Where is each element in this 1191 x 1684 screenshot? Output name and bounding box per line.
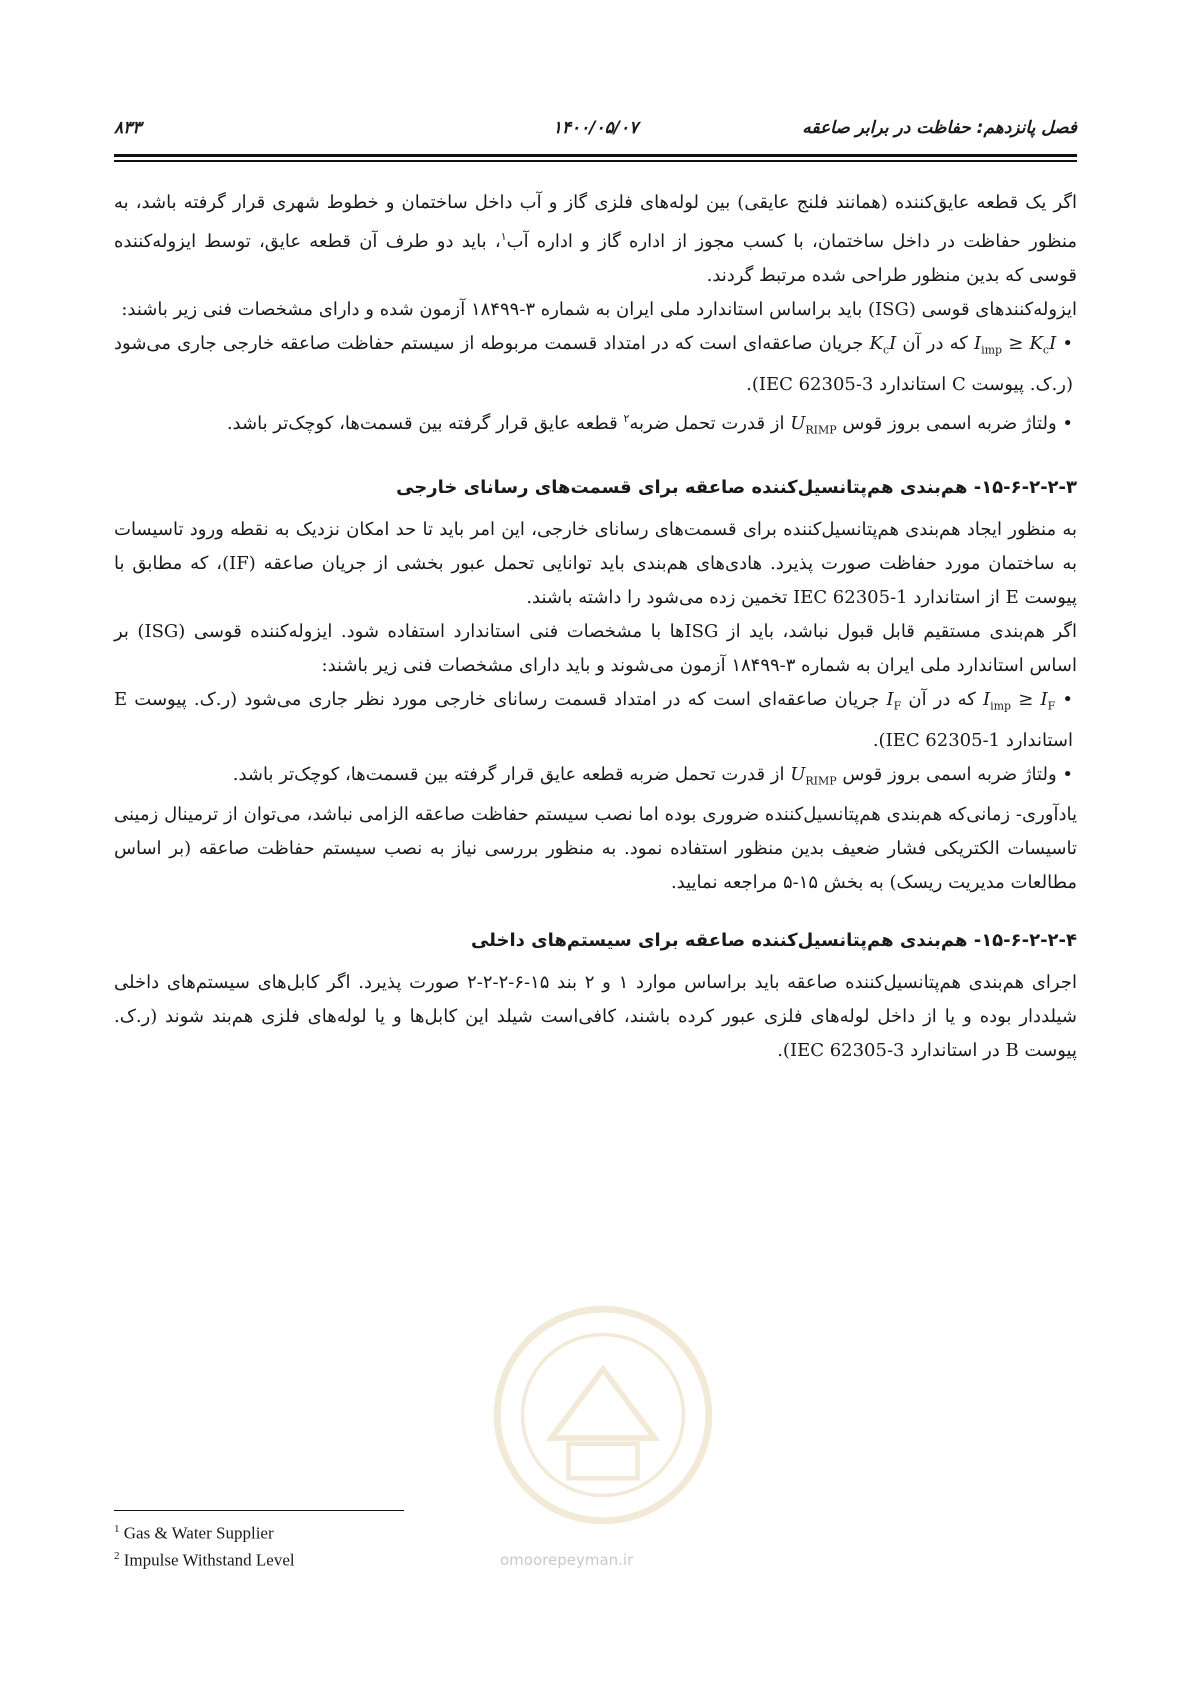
header-date: ۱۴۰۰/۰۵/۰۷ [552,118,639,138]
paragraph-2: ایزوله‌کنندهای قوسی (ISG) باید براساس استاندارد ملی ایران به شماره ۳-۱۸۴۹۹ آزمون شده و دارای مشخصات فنی زیر باشند: [121,299,1077,320]
seal-logo-icon [488,1300,718,1530]
page-number: ۸۳۳ [114,118,142,138]
footnote-ref-1: ۱ [500,230,507,243]
paragraph-3: به منظور ایجاد هم‌بندی هم‌پتانسیل‌کننده برای قسمت‌های رسانای خارجی، این امر باید تا حد امکان نزدیک به نقطه ورود تاسیسات به ساختمان مورد حفاظت صورت پذیرد. هادی‌های هم‌بندی باید توانایی تحمل عبور بخشی از جریان صاعقه (IF)، که مطابق با پیوست E از استاندارد IEC 62305-1 تخمین زده می‌شود را داشته باشند. [114,519,1077,609]
footnote-ref-2: ۲ [623,411,630,425]
footnote-text: Impulse Withstand Level [123,1550,295,1570]
footnote-1 [114,1518,295,1545]
footnote-2 [114,1545,295,1572]
paragraph-4: اگر هم‌بندی مستقیم قابل قبول نباشد، باید از ISGها با مشخصات فنی استاندارد استفاده شود. ایزوله‌کننده قوسی (ISG) بر اساس استاندارد ملی ایران به شماره ۳-۱۸۴۹۹ آزمون می‌شوند و باید دارای مشخصات فنی زیر باشند: [114,621,1077,677]
formula-iimp-kci: $I_{imp} \ge K_cI$ [973,333,1057,357]
text-run: که در آن [902,333,968,354]
text-run: جریان صاعقه‌ای است که در امتداد قسمت رسانای خارجی مورد نظر جاری می‌شود (ر.ک. پیوست E استاندارد IEC 62305-1). [114,689,1073,751]
formula-iimp-if: $I_{imp} \ge I_F$ [982,689,1056,713]
paragraph-6: اجرای هم‌بندی هم‌پتانسیل‌کننده صاعقه باید براساس موارد ۱ و ۲ بند ۱۵-۶-۲-۲-۲ صورت پذیرد. اگر کابل‌های سیستم‌های داخلی شیلددار بوده و یا از داخل لوله‌های فلزی عبور کرده باشند، کافی‌است شیلد این کابل‌ها و یا لوله‌های فلزی هم‌بند شوند (ر.ک. پیوست B در استاندارد IEC 62305-3). [114,972,1077,1062]
chapter-title: فصل پانزدهم: حفاظت در برابر صاعقه [802,118,1077,138]
footnote-rule [114,1510,404,1511]
paragraph-1 [114,186,1077,293]
text-run: ولتاژ ضربه اسمی بروز قوس [842,763,1057,785]
bullet-4: • ولتاژ ضربه اسمی بروز قوس $U_{RIMP}$ از قدرت تحمل ضربه قطعه عایق قرار گرفته بین قسمت‌ها، کوچک‌تر باشد. [232,763,1073,788]
symbol-urimp: $U_{RIMP}$ [790,412,837,437]
footnote-text: Gas & Water Supplier [123,1523,274,1543]
text-run: از قدرت تحمل ضربه [629,412,785,434]
bullet-1: • $I_{imp} \ge K_cI$ که در آن $K_cI$ جریان صاعقه‌ای است که در امتداد قسمت مربوطه از سیستم حفاظت صاعقه خارجی جاری می‌شود (ر.ک. پیوست C استاندارد IEC 62305-3). [114,333,1073,395]
text-run: ، باید دو طرف آن قطعه عایق، توسط ایزوله‌کننده قوسی که بدین منظور طراحی شده مرتبط گردند. [114,231,1077,286]
text-run: ولتاژ ضربه اسمی بروز قوس [842,412,1057,434]
bullet-2: • ولتاژ ضربه اسمی بروز قوس $U_{RIMP}$ از قدرت تحمل ضربه$^۲$ قطعه عایق قرار گرفته بین قسمت‌ها، کوچک‌تر باشد. [226,411,1073,437]
text-run: از قدرت تحمل ضربه قطعه عایق قرار گرفته بین قسمت‌ها، کوچک‌تر باشد. [232,763,785,785]
section-heading-3: ۱۵-۶-۲-۲-۳- هم‌بندی هم‌پتانسیل‌کننده صاعقه برای قسمت‌های رسانای خارجی [396,477,1077,499]
symbol-if: $I_F$ [886,689,902,713]
page-header [114,118,1077,146]
symbol-kci: $K_cI$ [869,333,897,357]
header-rule-thick [114,154,1077,157]
footnotes [114,1518,295,1571]
footnote-number: 1 [114,1523,120,1535]
text-run: که در آن [908,689,976,711]
watermark-url: omoorepeyman.ir [500,1551,634,1569]
page-body [114,186,1077,1068]
bullet-3: • $I_{imp} \ge I_F$ که در آن $I_F$ جریان صاعقه‌ای است که در امتداد قسمت رسانای خارجی مورد نظر جاری می‌شود (ر.ک. پیوست E استاندارد IEC 62305-1). [114,689,1074,751]
text-run: قطعه عایق قرار گرفته بین قسمت‌ها، کوچک‌تر باشد. [226,412,618,434]
section-heading-4: ۱۵-۶-۲-۲-۴- هم‌بندی هم‌پتانسیل‌کننده صاعقه برای سیستم‌های داخلی [470,930,1077,952]
footnote-number: 2 [114,1549,120,1562]
symbol-urimp: $U_{RIMP}$ [790,763,837,788]
header-rule-thin [114,160,1077,162]
text-run: اگر یک قطعه عایق‌کننده (همانند فلنج عایقی) بین لوله‌های فلزی گاز و آب داخل ساختمان و خطوط شهری قرار گرفته باشد، به منظور حفاظت در داخل ساختمان، با کسب مجوز از اداره گاز و اداره آب [114,192,1077,252]
note-paragraph: یادآوری- زمانی‌که هم‌بندی هم‌پتانسیل‌کننده ضروری بوده اما نصب سیستم حفاظت صاعقه الزامی نباشد، می‌توان از ترمینال زمینی تاسیسات الکتریکی فشار ضعیف بدین منظور استفاده نمود. به منظور بررسی نیاز به نصب سیستم حفاظت صاعقه (بر اساس مطالعات مدیریت ریسک) به بخش ۱۵-۵ مراجعه نمایید. [114,804,1077,894]
text-run: جریان صاعقه‌ای است که در امتداد قسمت مربوطه از سیستم حفاظت صاعقه خارجی جاری می‌شود (ر.ک. پیوست C استاندارد IEC 62305-3). [114,333,1073,395]
